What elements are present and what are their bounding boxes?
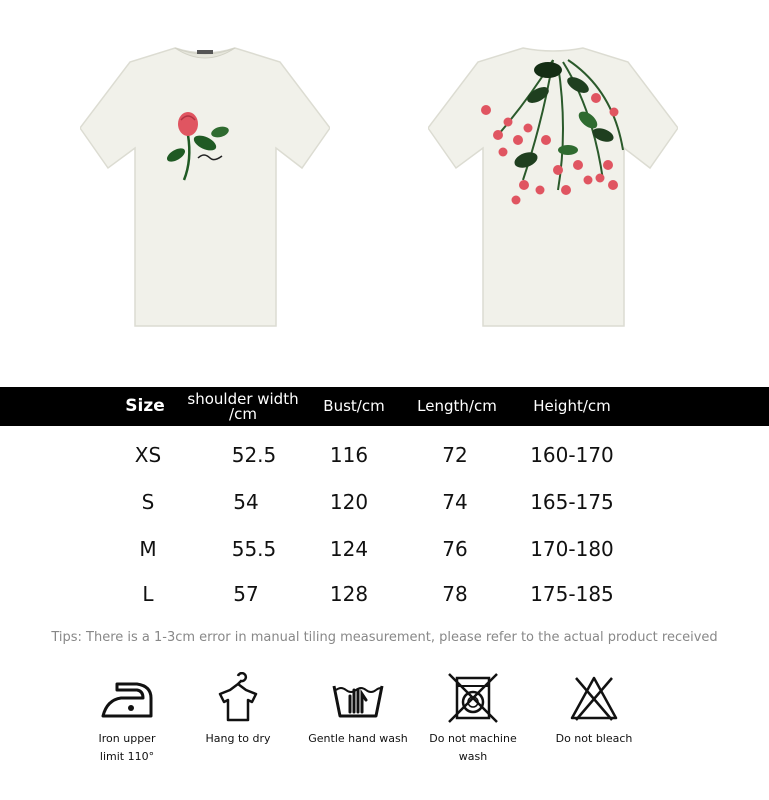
care-label-line1: Do not bleach — [555, 732, 633, 745]
header-shoulder-width — [181, 387, 305, 426]
iron-icon — [97, 672, 157, 724]
cell-bust: 116 — [329, 443, 369, 467]
cell-height: 175-185 — [530, 582, 614, 606]
care-item-no-machine-wash — [418, 672, 528, 766]
cell-shoulder: 52.5 — [231, 443, 277, 467]
header-shoulder-line2: /cm — [229, 404, 257, 423]
care-label-line1: Do not machine wash — [429, 732, 517, 763]
back-tshirt-image — [428, 40, 678, 330]
hang-dry-icon — [208, 672, 268, 724]
care-label — [539, 730, 649, 748]
care-item-hang-dry — [183, 672, 293, 748]
cell-size: L — [142, 582, 154, 606]
header-size: Size — [125, 396, 165, 416]
cell-shoulder: 54 — [233, 490, 259, 514]
cell-height: 165-175 — [530, 490, 614, 514]
table-row — [0, 534, 769, 564]
cell-length: 76 — [442, 537, 468, 561]
size-table-header — [0, 387, 769, 426]
cell-length: 74 — [442, 490, 468, 514]
table-row — [0, 487, 769, 517]
cell-size: M — [139, 537, 157, 561]
care-label-line2: limit 110° — [99, 750, 155, 763]
care-item-hand-wash — [303, 672, 413, 748]
header-bust: Bust/cm — [323, 397, 385, 415]
measurement-tips: Tips: There is a 1-3cm error in manual tiling measurement, please refer to the actual product received — [51, 630, 718, 645]
cell-bust: 124 — [329, 537, 369, 561]
cell-shoulder: 57 — [233, 582, 259, 606]
care-label — [418, 730, 528, 766]
table-row — [0, 440, 769, 470]
cell-length: 72 — [442, 443, 468, 467]
cell-size: S — [141, 490, 155, 514]
no-machine-wash-icon — [443, 672, 503, 724]
care-item-no-bleach — [539, 672, 649, 748]
cell-shoulder: 55.5 — [231, 537, 277, 561]
care-label — [303, 730, 413, 748]
care-label-line1: Hang to dry — [205, 732, 271, 745]
cell-length: 78 — [442, 582, 468, 606]
care-item-iron — [72, 672, 182, 766]
care-label-line1: Gentle hand wash — [308, 732, 408, 745]
header-shoulder-line1: shoulder width — [187, 389, 299, 408]
cell-bust: 128 — [329, 582, 369, 606]
cell-height: 170-180 — [530, 537, 614, 561]
cell-size: XS — [134, 443, 162, 467]
care-label-line1: Iron upper — [98, 732, 156, 745]
header-length: Length/cm — [417, 397, 497, 415]
cell-height: 160-170 — [530, 443, 614, 467]
no-bleach-icon — [564, 672, 624, 724]
cell-bust: 120 — [329, 490, 369, 514]
front-tshirt-image — [80, 40, 330, 330]
table-row — [0, 579, 769, 609]
care-label — [183, 730, 293, 748]
hand-wash-icon — [328, 672, 388, 724]
header-height: Height/cm — [533, 397, 611, 415]
care-label — [72, 730, 182, 766]
